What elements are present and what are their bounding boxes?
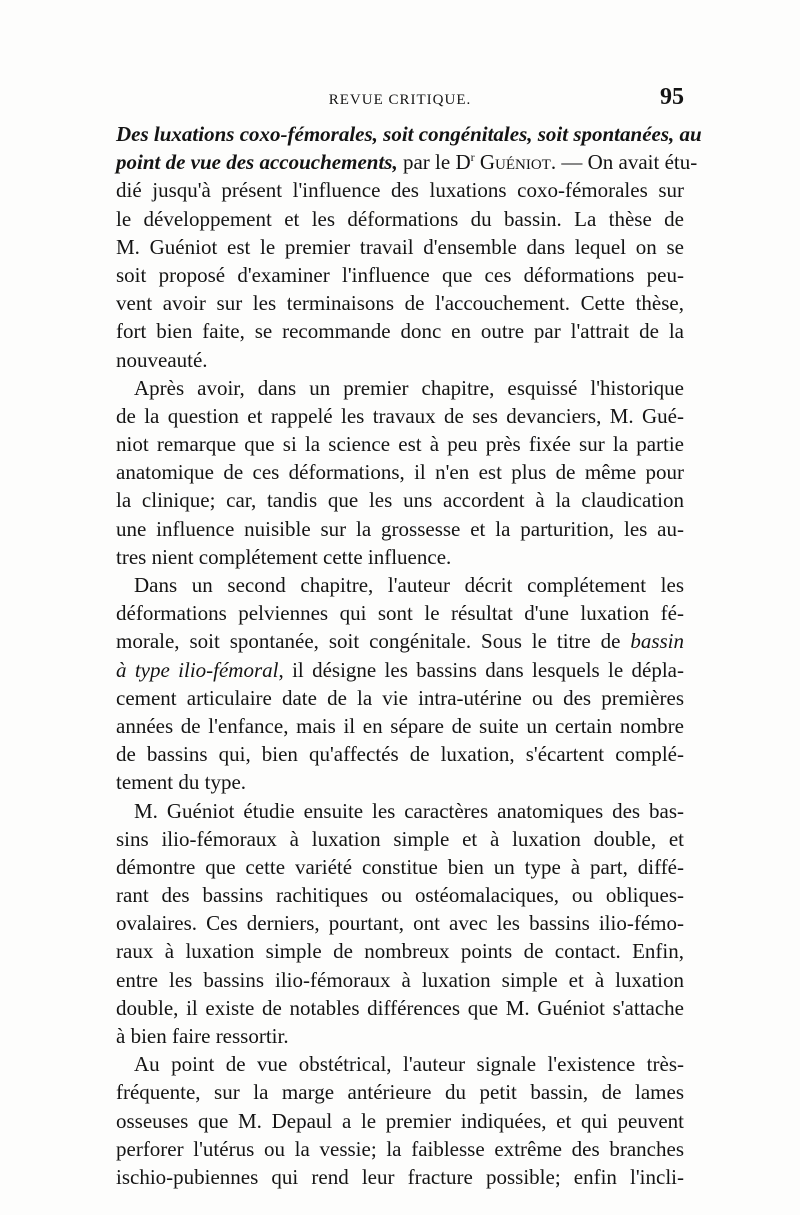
text-line: vent avoir sur les terminaisons de l'accouchement. Cette thèse, — [116, 291, 684, 316]
text-line: ovalaires. Ces derniers, pourtant, ont avec les bassins ilio-fémo- — [116, 911, 684, 936]
text-line: osseuses que M. Depaul a le premier indiquées, et qui peuvent — [116, 1108, 684, 1133]
text-line: niot remarque que si la science est à peu près fixée sur la partie — [116, 432, 684, 457]
text-line: tement du type. — [116, 770, 247, 795]
text-line: à bien faire ressortir. — [116, 1024, 289, 1048]
text-line: de la question et rappelé les travaux de ses devanciers, M. Gué- — [116, 403, 684, 428]
text-line: la clinique; car, tandis que les uns accordent à la claudication — [116, 488, 684, 513]
text-line: nouveauté. — [116, 347, 208, 372]
text-line-2 — [116, 148, 698, 176]
text-line: démontre que cette variété constitue bien un type à part, diffé- — [116, 854, 684, 879]
text-line: perforer l'utérus ou la vessie; la faiblesse extrême des branches — [116, 1136, 684, 1161]
text-line: entre les bassins ilio-fémoraux à luxation simple et à luxation — [116, 967, 684, 992]
italic-term-type: à type ilio-fémoral — [116, 657, 279, 682]
text-line: Au point de vue obstétrical, l'auteur signale l'existence très- — [134, 1052, 684, 1077]
text-line: une influence nuisible sur la grossesse et la parturition, les au- — [116, 516, 684, 541]
article-body — [116, 120, 702, 1191]
text-line: ischio-pubiennes qui rend leur fracture possible; enfin l'incli- — [116, 1164, 684, 1189]
text-line: Dans un second chapitre, l'auteur décrit complétement les — [134, 573, 684, 597]
text-line: de bassins qui, bien qu'affectés de luxation, s'écartent complé- — [116, 742, 684, 767]
text-line: sins ilio-fémoraux à luxation simple et à luxation double, et — [116, 826, 684, 851]
text-line: soit proposé d'examiner l'influence que ces déformations peu- — [116, 262, 684, 287]
article-title-part1: Des luxations coxo-fémorales, soit congénitales, soit spontanées, au — [116, 122, 702, 146]
text-line: le développement et les déformations du bassin. La thèse de — [116, 206, 684, 231]
byline-sup: r — [470, 150, 475, 165]
article-title-part2: point de vue des accouchements, — [116, 150, 398, 175]
text-line: dié jusqu'à présent l'influence des luxations coxo-fémorales sur — [116, 178, 684, 203]
text-line: raux à luxation simple de nombreux points de contact. Enfin, — [116, 939, 684, 964]
byline-par: par le D — [397, 150, 471, 175]
author-name: Guéniot — [479, 150, 551, 175]
page-header — [116, 84, 684, 114]
text-line: cement articulaire date de la vie intra-utérine ou des premières — [116, 685, 684, 710]
text-line: M. Guéniot est le premier travail d'ensemble dans lequel on se — [116, 234, 684, 259]
line-2-rest: . — On avait étu- — [550, 150, 698, 175]
line-text: , il désigne les bassins dans lesquels le dépla- — [278, 657, 684, 682]
text-line: fréquente, sur la marge antérieure du petit bassin, de lames — [116, 1080, 684, 1105]
text-line: Après avoir, dans un premier chapitre, esquissé l'historique — [134, 375, 684, 400]
text-line: déformations pelviennes qui sont le résultat d'une luxation fé- — [116, 601, 684, 626]
text-line: années de l'enfance, mais il en sépare de suite un certain nombre — [116, 713, 684, 738]
line-text: morale, soit spontanée, soit congénitale. Sous le titre de — [116, 629, 631, 654]
text-line: anatomique de ces déformations, il n'en est plus de même pour — [116, 460, 684, 485]
text-line-1 — [116, 120, 702, 148]
italic-term-bassin: bassin — [630, 629, 684, 654]
text-line: tres nient complétement cette influence. — [116, 544, 452, 569]
page-number: 95 — [660, 84, 684, 110]
text-line — [116, 627, 684, 655]
running-head: REVUE CRITIQUE. — [328, 92, 472, 108]
text-line: double, il existe de notables différences que M. Guéniot s'attache — [116, 995, 684, 1020]
text-line: rant des bassins rachitiques ou ostéomalaciques, ou obliques- — [116, 883, 684, 908]
text-line: M. Guéniot étudie ensuite les caractères anatomiques des bas- — [134, 798, 684, 823]
text-line: fort bien faite, se recommande donc en outre par l'attrait de la — [116, 319, 684, 344]
text-line — [116, 656, 684, 684]
